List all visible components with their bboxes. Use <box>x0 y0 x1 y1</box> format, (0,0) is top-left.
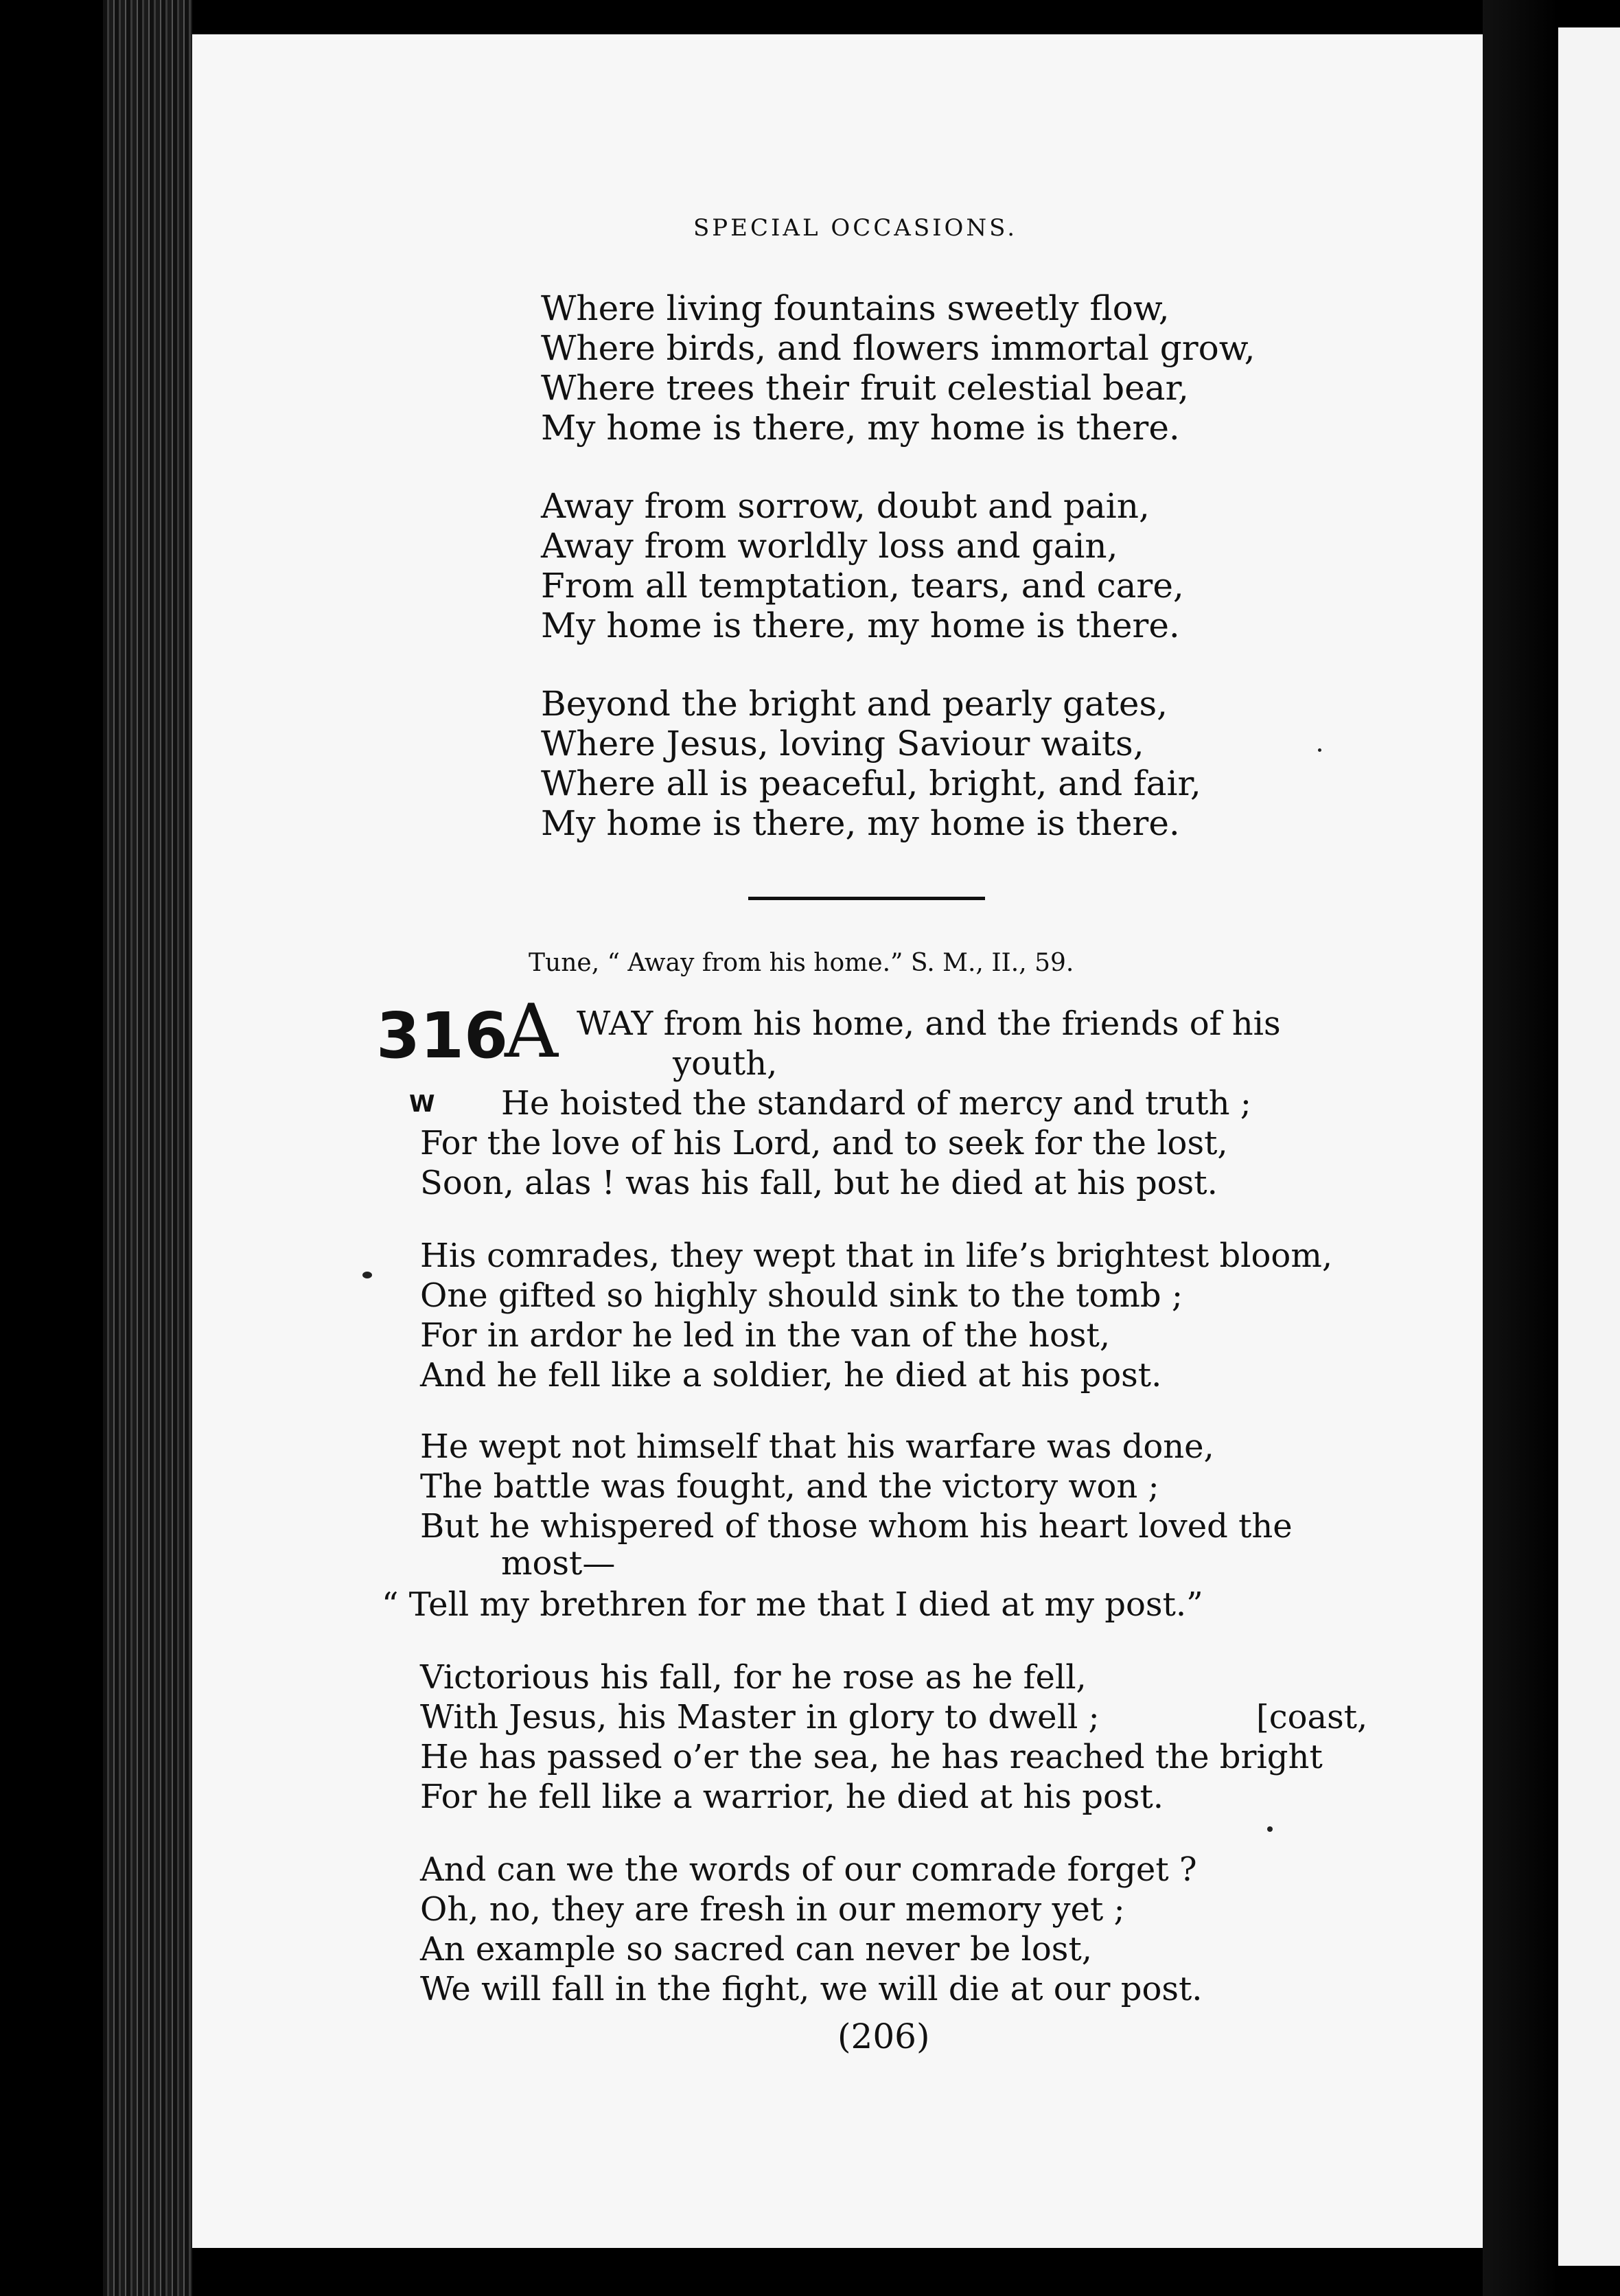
poem-line: My home is there, my home is there. <box>541 606 1180 645</box>
hymn-line: Victorious his fall, for he rose as he fell, <box>420 1658 1087 1697</box>
scan-speck <box>1318 748 1321 752</box>
drop-cap: A <box>505 989 558 1075</box>
hymn-line: But he whispered of those whom his heart loved the <box>420 1507 1293 1546</box>
page-number: (206) <box>837 2017 930 2056</box>
hymn-first-line-continuation: youth, <box>673 1044 778 1083</box>
hymn-line: “ Tell my brethren for me that I died at my post.” <box>382 1585 1203 1624</box>
poem-line: Where trees their fruit celestial bear, <box>541 368 1189 408</box>
scan-border-left <box>0 0 103 2296</box>
hymn-line: We will fall in the fight, we will die at our post. <box>420 1970 1203 2008</box>
hymn-line: He wept not himself that his warfare was done, <box>420 1427 1214 1466</box>
hymn-number: 316 <box>376 999 509 1072</box>
hymn-first-line: WAY from his home, and the friends of his <box>577 1004 1281 1043</box>
hymn-line: His comrades, they wept that in life’s brightest bloom, <box>420 1237 1333 1275</box>
poem-line: Where birds, and flowers immortal grow, <box>541 328 1256 368</box>
poem-line: Away from sorrow, doubt and pain, <box>541 486 1150 526</box>
book-page-edges <box>103 0 192 2296</box>
poem-line: From all temptation, tears, and care, <box>541 566 1184 606</box>
margin-letter: W <box>409 1090 435 1118</box>
hymn-line: An example so sacred can never be lost, <box>420 1930 1092 1968</box>
hymn-line-turnover: [coast, <box>1256 1698 1368 1736</box>
scan-speck <box>362 1272 372 1278</box>
section-divider <box>748 897 985 900</box>
hymn-line: He hoisted the standard of mercy and truth ; <box>501 1084 1251 1123</box>
poem-line: My home is there, my home is there. <box>541 408 1180 448</box>
poem-line: Away from worldly loss and gain, <box>541 526 1118 566</box>
poem-line: My home is there, my home is there. <box>541 803 1180 843</box>
hymn-line: Soon, alas ! was his fall, but he died at his post. <box>420 1164 1218 1202</box>
hymn-line: One gifted so highly should sink to the tomb ; <box>420 1276 1183 1315</box>
running-head: SPECIAL OCCASIONS. <box>693 214 1018 242</box>
hymn-line: For he fell like a warrior, he died at his post. <box>420 1778 1164 1816</box>
adjacent-page-edge <box>1558 27 1620 2266</box>
hymn-line: Oh, no, they are fresh in our memory yet ; <box>420 1890 1125 1929</box>
book-gutter <box>1483 0 1558 2296</box>
hymn-line: With Jesus, his Master in glory to dwell ; <box>420 1698 1100 1736</box>
hymn-line: And can we the words of our comrade forget ? <box>420 1850 1197 1889</box>
hymn-line: most— <box>501 1544 616 1583</box>
hymn-line: The battle was fought, and the victory won ; <box>420 1467 1159 1506</box>
poem-line: Where all is peaceful, bright, and fair, <box>541 764 1201 803</box>
hymn-line: For in ardor he led in the van of the host, <box>420 1316 1111 1355</box>
tune-line: Tune, “ Away from his home.” S. M., II., 59. <box>529 949 1074 977</box>
poem-line: Beyond the bright and pearly gates, <box>541 684 1168 724</box>
hymn-line: And he fell like a soldier, he died at his post. <box>420 1356 1162 1394</box>
hymn-line: For the love of his Lord, and to seek for the lost, <box>420 1124 1228 1162</box>
poem-line: Where living fountains sweetly flow, <box>541 288 1170 328</box>
poem-line: Where Jesus, loving Saviour waits, <box>541 724 1144 764</box>
scan-speck <box>1267 1826 1273 1832</box>
hymn-line: He has passed o’er the sea, he has reached the bright <box>420 1738 1323 1776</box>
